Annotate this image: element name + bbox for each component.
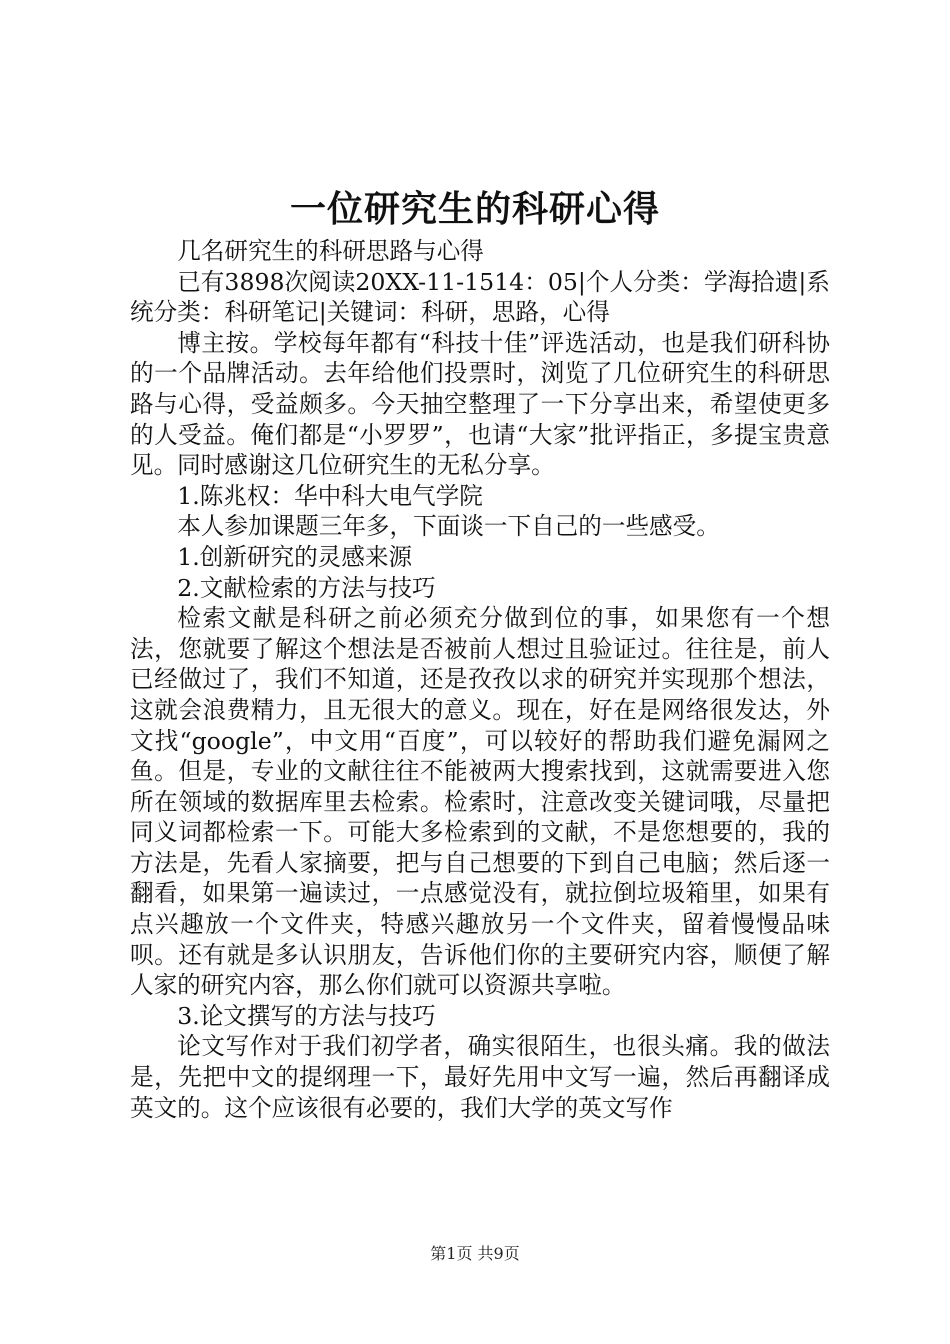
section-heading: 1.创新研究的灵感来源 [177,542,413,571]
section-heading: 2.文献检索的方法与技巧 [177,573,436,602]
body-paragraph: 论文写作对于我们初学者，确实很陌生，也很头痛。我的做法是，先把中文的提纲理一下，最好先用中文写一遍，然后再翻译成英文的。这个应该很有必要的，我们大学的英文写作 [130,1032,830,1122]
body-paragraph: 检索文献是科研之前必须充分做到位的事，如果您有一个想法，您就要了解这个想法是否被前人想过且验证过。往往是，前人已经做过了，我们不知道，还是孜孜以求的研究并实现那个想法，这就会浪费精力，且无很大的意义。现在，好在是网络很发达，外文找“google”，中文用“百度”，可以较好的帮助我们避免漏网之鱼。但是，专业的文献往往不能被两大搜索找到，这就需要进入您所在领域的数据库里去检索。检索时，注意改变关键词哦，尽量把同义词都检索一下。可能大多检索到的文献，不是您想要的，我的方法是，先看人家摘要，把与自己想要的下到自己电脑；然后逐一翻看，如果第一遍读过，一点感觉没有，就拉倒垃圾箱里，如果有点兴趣放一个文件夹，特感兴趣放另一个文件夹，留着慢慢品味呗。还有就是多认识朋友，告诉他们你的主要研究内容，顺便了解人家的研究内容，那么你们就可以资源共享啦。 [130,604,830,1000]
page-footer: 第1页 共9页 [430,1244,520,1263]
subtitle-paragraph: 几名研究生的科研思路与心得 [177,237,484,265]
body-paragraph: 本人参加课题三年多，下面谈一下自己的一些感受。 [177,512,720,541]
document-title: 一位研究生的科研心得 [289,188,660,230]
author-heading: 1.陈兆权：华中科大电气学院 [177,481,483,510]
intro-paragraph: 博主按。学校每年都有“科技十佳”评选活动，也是我们研科协的一个品牌活动。去年给他们投票时，浏览了几位研究生的科研思路与心得，受益颇多。今天抽空整理了一下分享出来，希望使更多的人受益。俺们都是“小罗罗”，也请“大家”批评指正，多提宝贵意见。同时感谢这几位研究生的无私分享。 [130,328,830,480]
document-body [130,236,830,1123]
section-heading: 3.论文撰写的方法与技巧 [177,1001,436,1030]
meta-paragraph: 已有3898次阅读20XX-11-1514：05|个人分类：学海拾遗|系统分类：科研笔记|关键词：科研，思路，心得 [130,267,830,327]
